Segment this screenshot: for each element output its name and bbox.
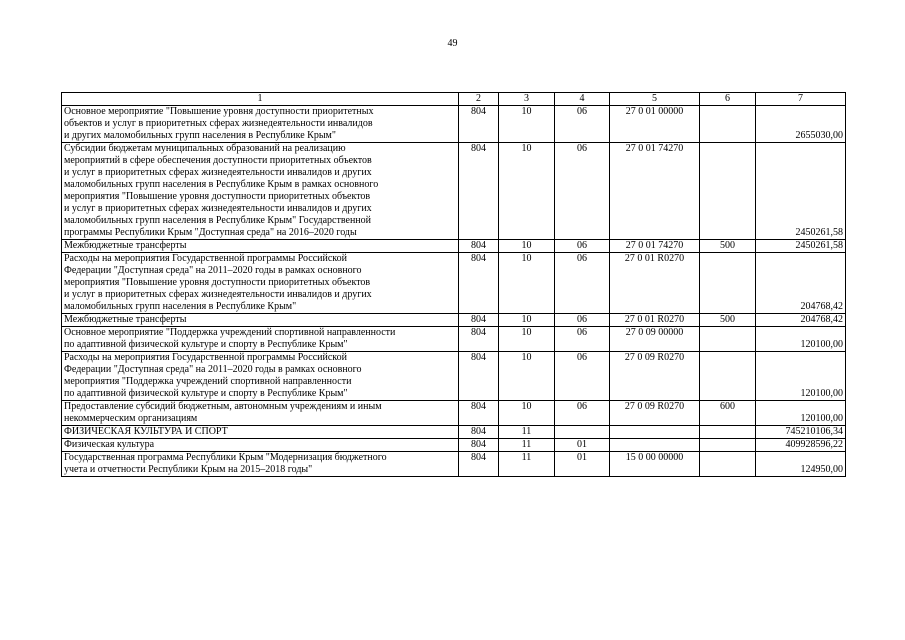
row-amount: 204768,42 — [756, 253, 846, 314]
row-amount: 409928596,22 — [756, 439, 846, 452]
row-code-3: 10 — [499, 401, 555, 426]
table-row — [62, 426, 846, 439]
table-row — [62, 240, 846, 253]
row-code-6 — [700, 352, 756, 401]
row-code-2: 804 — [459, 240, 499, 253]
row-code-4: 06 — [555, 253, 610, 314]
row-code-4: 06 — [555, 240, 610, 253]
row-code-3: 10 — [499, 106, 555, 143]
row-code-3: 11 — [499, 439, 555, 452]
row-amount: 204768,42 — [756, 314, 846, 327]
row-code-4: 06 — [555, 143, 610, 240]
table-row — [62, 439, 846, 452]
table-row — [62, 253, 846, 314]
row-description: Предоставление субсидий бюджетным, автономным учреждениям и иным некоммерческим организациям — [62, 401, 459, 426]
row-code-6 — [700, 106, 756, 143]
table-row — [62, 352, 846, 401]
row-code-5 — [610, 439, 700, 452]
table-row — [62, 314, 846, 327]
column-header: 7 — [756, 93, 846, 106]
page-number: 49 — [447, 38, 458, 49]
row-code-2: 804 — [459, 106, 499, 143]
row-code-2: 804 — [459, 352, 499, 401]
row-code-6 — [700, 426, 756, 439]
table-row — [62, 452, 846, 477]
row-code-4: 06 — [555, 327, 610, 352]
table-row — [62, 327, 846, 352]
row-code-4: 06 — [555, 314, 610, 327]
row-code-3: 10 — [499, 352, 555, 401]
row-amount: 2450261,58 — [756, 143, 846, 240]
row-code-6: 500 — [700, 240, 756, 253]
row-amount: 124950,00 — [756, 452, 846, 477]
row-description: Расходы на мероприятия Государственной программы Российской Федерации "Доступная среда" на 2011–2020 годы в рамках основного мероприятия "Повышение уровня доступности приоритетных объектов и услуг в приоритетных сферах жизнедеятельности инвалидов и других маломобильных групп населения в Республике Крым" — [62, 253, 459, 314]
row-code-3: 11 — [499, 452, 555, 477]
row-code-3: 11 — [499, 426, 555, 439]
row-code-2: 804 — [459, 143, 499, 240]
row-code-6: 500 — [700, 314, 756, 327]
row-code-6 — [700, 327, 756, 352]
row-description: Основное мероприятие "Поддержка учреждений спортивной направленности по адаптивной физической культуре и спорту в Республике Крым" — [62, 327, 459, 352]
row-code-2: 804 — [459, 426, 499, 439]
row-code-5: 27 0 09 R0270 — [610, 352, 700, 401]
row-description: Расходы на мероприятия Государственной программы Российской Федерации "Доступная среда" на 2011–2020 годы в рамках основного мероприятия "Поддержка учреждений спортивной направленности по адаптивной физической культуре и спорту в Республике Крым" — [62, 352, 459, 401]
row-description: Межбюджетные трансферты — [62, 240, 459, 253]
row-code-4: 01 — [555, 439, 610, 452]
row-description: Субсидии бюджетам муниципальных образований на реализацию мероприятий в сфере обеспечения доступности приоритетных объектов и услуг в приоритетных сферах жизнедеятельности инвалидов и других маломобильных групп населения в Республике Крым в рамках основного мероприятия "Повышение уровня доступности приоритетных объектов и услуг в приоритетных сферах жизнедеятельности инвалидов и других маломобильных групп населения в Республике Крым" Государственной программы Республики Крым "Доступная среда" на 2016–2020 годы — [62, 143, 459, 240]
row-description: ФИЗИЧЕСКАЯ КУЛЬТУРА И СПОРТ — [62, 426, 459, 439]
row-code-5: 27 0 09 00000 — [610, 327, 700, 352]
row-code-3: 10 — [499, 253, 555, 314]
row-amount: 745210106,34 — [756, 426, 846, 439]
row-code-3: 10 — [499, 143, 555, 240]
row-code-5: 27 0 09 R0270 — [610, 401, 700, 426]
row-code-6 — [700, 253, 756, 314]
table-row — [62, 143, 846, 240]
row-code-5 — [610, 426, 700, 439]
row-code-4: 06 — [555, 352, 610, 401]
row-code-4 — [555, 426, 610, 439]
row-code-2: 804 — [459, 401, 499, 426]
row-code-2: 804 — [459, 439, 499, 452]
column-header: 4 — [555, 93, 610, 106]
row-code-2: 804 — [459, 253, 499, 314]
row-amount: 2450261,58 — [756, 240, 846, 253]
row-code-6 — [700, 143, 756, 240]
row-code-3: 10 — [499, 240, 555, 253]
column-header: 6 — [700, 93, 756, 106]
table-row — [62, 106, 846, 143]
row-description: Физическая культура — [62, 439, 459, 452]
row-code-4: 06 — [555, 401, 610, 426]
row-amount: 2655030,00 — [756, 106, 846, 143]
row-code-5: 27 0 01 R0270 — [610, 314, 700, 327]
column-header: 2 — [459, 93, 499, 106]
row-code-2: 804 — [459, 452, 499, 477]
column-header: 5 — [610, 93, 700, 106]
row-code-4: 01 — [555, 452, 610, 477]
row-code-5: 27 0 01 74270 — [610, 240, 700, 253]
row-code-6: 600 — [700, 401, 756, 426]
table-row — [62, 401, 846, 426]
column-header: 1 — [62, 93, 459, 106]
table-header-row — [62, 93, 846, 106]
row-code-2: 804 — [459, 327, 499, 352]
row-description: Основное мероприятие "Повышение уровня доступности приоритетных объектов и услуг в приоритетных сферах жизнедеятельности инвалидов и других маломобильных групп населения в Республике Крым" — [62, 106, 459, 143]
row-code-5: 27 0 01 00000 — [610, 106, 700, 143]
row-code-3: 10 — [499, 314, 555, 327]
row-amount: 120100,00 — [756, 401, 846, 426]
row-description: Государственная программа Республики Крым "Модернизация бюджетного учета и отчетности Республики Крым на 2015–2018 годы" — [62, 452, 459, 477]
row-code-5: 15 0 00 00000 — [610, 452, 700, 477]
row-code-6 — [700, 439, 756, 452]
row-amount: 120100,00 — [756, 327, 846, 352]
row-code-2: 804 — [459, 314, 499, 327]
row-code-3: 10 — [499, 327, 555, 352]
row-code-4: 06 — [555, 106, 610, 143]
row-code-5: 27 0 01 74270 — [610, 143, 700, 240]
row-code-6 — [700, 452, 756, 477]
budget-table — [61, 92, 846, 477]
row-amount: 120100,00 — [756, 352, 846, 401]
column-header: 3 — [499, 93, 555, 106]
row-description: Межбюджетные трансферты — [62, 314, 459, 327]
row-code-5: 27 0 01 R0270 — [610, 253, 700, 314]
